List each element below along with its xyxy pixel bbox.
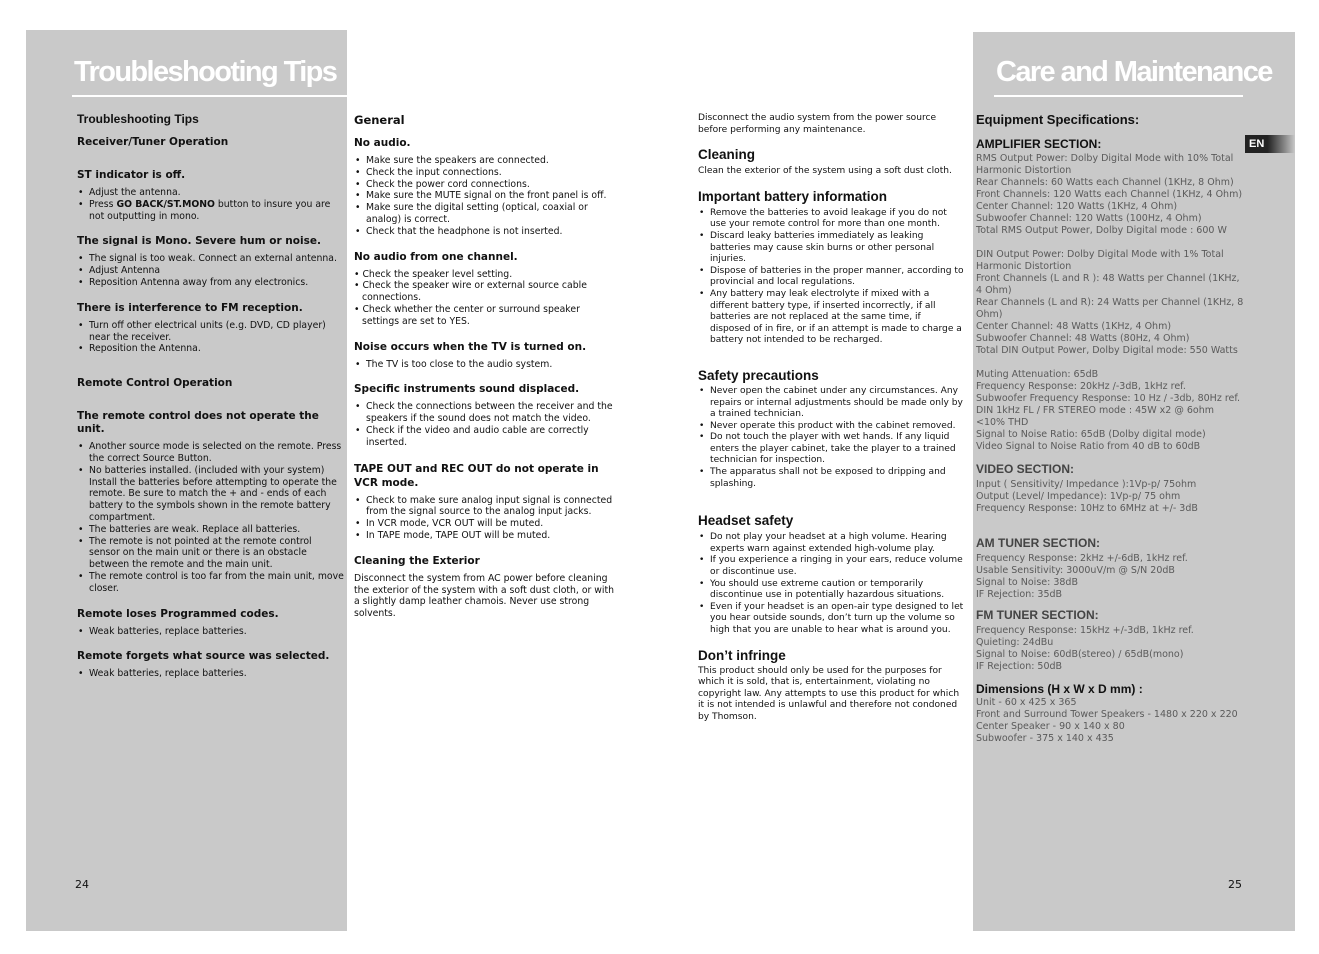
- list-item: • Make sure the speakers are connected.: [354, 155, 616, 167]
- problem-heading: Remote loses Programmed codes.: [77, 607, 279, 620]
- intro-paragraph: Disconnect the audio system from the power source before performing any maintenance.: [698, 113, 937, 135]
- spec-line: IF Rejection: 50dB: [976, 661, 1063, 672]
- spec-line: Muting Attenuation: 65dB: [976, 369, 1099, 380]
- spec-lines: [976, 553, 1244, 601]
- spec-line: Frequency Response: 2kHz +/-6dB, 1kHz ref.: [976, 553, 1188, 564]
- problem-heading: Specific instruments sound displaced.: [354, 383, 580, 396]
- list-item: • Turn off other electrical units (e.g. DVD, CD player) near the receiver.: [77, 320, 344, 344]
- page-title-troubleshooting: Troubleshooting Tips: [74, 56, 337, 88]
- subsection-heading: Remote Control Operation: [77, 377, 233, 390]
- solution-list: [77, 253, 344, 288]
- spec-line: Signal to Noise: 60dB(stereo) / 65dB(mono): [976, 649, 1184, 660]
- list-item: • Never operate this product with the cabinet removed.: [698, 421, 964, 433]
- solution-list: [77, 668, 344, 680]
- spec-line: DIN Output Power: Dolby Digital Mode with 1% Total Harmonic Distortion: [976, 249, 1224, 272]
- spec-line: IF Rejection: 35dB: [976, 589, 1063, 600]
- section-heading: Safety precautions: [698, 367, 819, 383]
- list-item: • Weak batteries, replace batteries.: [77, 626, 344, 638]
- list-item: • Even if your headset is an open-air type designed to let you hear outside sounds, don’t turn up the volume so high that you are unable to hear what is around you.: [698, 602, 964, 637]
- list-item: • Check the power cord connections.: [354, 179, 616, 191]
- spec-line: Subwoofer - 375 x 140 x 435: [976, 733, 1114, 744]
- list-item: • The TV is too close to the audio system.: [354, 359, 616, 371]
- list-item: • Check if the video and audio cable are correctly inserted.: [354, 425, 616, 449]
- list-item: • Another source mode is selected on the remote. Press the correct Source Button.: [77, 441, 344, 465]
- list-item: • Dispose of batteries in the proper manner, according to provincial and local regulations.: [698, 266, 964, 289]
- list-item: • No batteries installed. (included with your system) Install the batteries before attempting to operate the remote. Be sure to match the + and - ends of each battery to the symbols shown in the remote battery compartment.: [77, 465, 344, 524]
- list-item: • The batteries are weak. Replace all batteries.: [77, 524, 344, 536]
- specifications-column: [976, 112, 1244, 745]
- problem-heading: TAPE OUT and REC OUT do not operate in VCR mode.: [354, 462, 599, 489]
- problem-heading: There is interference to FM reception.: [77, 301, 303, 314]
- spec-line: Front Channels (L and R ): 48 Watts per Channel (1KHz, 4 Ohm): [976, 273, 1240, 296]
- page-title-care: Care and Maintenance: [996, 56, 1272, 88]
- list-item: • Press GO BACK/ST.MONO button to insure you are not outputting in mono.: [77, 199, 344, 223]
- spec-line: Frequency Response: 10Hz to 6MHz at +/- 3dB: [976, 503, 1198, 514]
- spec-line: Quieting: 24dBu: [976, 637, 1054, 648]
- title-underline-right: [994, 95, 1243, 97]
- spec-lines: [976, 153, 1244, 453]
- problem-heading: The remote control does not operate the unit.: [77, 410, 319, 436]
- problem-heading: Cleaning the Exterior: [354, 554, 480, 567]
- list-item: • Check the speaker level setting.: [354, 268, 513, 280]
- list-item: • In VCR mode, VCR OUT will be muted.: [354, 518, 616, 530]
- list-item: • Any battery may leak electrolyte if mixed with a different battery type, if inserted incorrectly, if all batteries are not replaced at the same time, if disposed of in fire, or if an attempt is made to charge a battery not intended to be recharged.: [698, 289, 964, 347]
- spec-line: Center Channel: 120 Watts (1KHz, 4 Ohm): [976, 201, 1178, 212]
- list-item: • If you experience a ringing in your ears, reduce volume or discontinue use.: [698, 555, 964, 578]
- spec-section-heading: AM TUNER SECTION:: [976, 536, 1100, 550]
- title-underline-left: [72, 95, 347, 97]
- list-item: • The signal is too weak. Connect an external antenna.: [77, 253, 344, 265]
- spec-line: Subwoofer Channel: 48 Watts (80Hz, 4 Ohm): [976, 333, 1190, 344]
- bullet-list: [698, 208, 964, 347]
- spec-line: Frequency Response: 20kHz /-3dB, 1kHz ref.: [976, 381, 1186, 392]
- list-item: • In TAPE mode, TAPE OUT will be muted.: [354, 530, 616, 542]
- section-heading: Important battery information: [698, 188, 888, 204]
- solution-list: [354, 155, 616, 238]
- list-item: • Check the speaker wire or external source cable connections.: [354, 280, 587, 304]
- subsection-heading: Receiver/Tuner Operation: [77, 136, 229, 148]
- list-item: • You should use extreme caution or temporarily discontinue use in potentially hazardous situations.: [698, 579, 964, 602]
- spec-line: Signal to Noise: 38dB: [976, 577, 1078, 588]
- spec-lines: [976, 479, 1244, 515]
- list-item: • Adjust Antenna: [77, 265, 344, 277]
- spec-line: Center Channel: 48 Watts (1KHz, 4 Ohm): [976, 321, 1172, 332]
- list-item: • Check whether the center or surround speaker settings are set to YES.: [354, 303, 580, 327]
- list-item: • Adjust the antenna.: [77, 187, 344, 199]
- list-item: • Reposition the Antenna.: [77, 343, 344, 355]
- list-item: • Remove the batteries to avoid leakage if you do not use your remote control for more than one month.: [698, 208, 964, 231]
- spec-line: Subwoofer Channel: 120 Watts (100Hz, 4 Ohm): [976, 213, 1202, 224]
- section-heading: Don’t infringe: [698, 647, 786, 663]
- list-item: • The remote is not pointed at the remote control sensor on the main unit or there is an obstacle between the remote and the main unit.: [77, 536, 344, 571]
- spec-line: Rear Channels (L and R): 24 Watts per Channel (1KHz, 8 Ohm): [976, 297, 1244, 320]
- specifications-heading: Equipment Specifications:: [976, 112, 1140, 127]
- problem-heading: ST indicator is off.: [77, 169, 186, 181]
- list-item: • The apparatus shall not be exposed to dripping and splashing.: [698, 467, 964, 490]
- list-item: • Check the connections between the receiver and the speakers if the sound does not match the video.: [354, 401, 616, 425]
- bullet-list: [698, 532, 964, 636]
- problem-heading: Remote forgets what source was selected.: [77, 650, 330, 663]
- spec-line: Input ( Sensitivity/ Impedance ):1Vp-p/ 75ohm: [976, 479, 1197, 490]
- spec-section-heading: FM TUNER SECTION:: [976, 608, 1099, 622]
- spec-line: DIN 1kHz FL / FR STEREO mode : 45W x2 @ 6ohm <10% THD: [976, 405, 1214, 428]
- spec-line: Center Speaker - 90 x 140 x 80: [976, 721, 1125, 732]
- list-item: • Check the input connections.: [354, 167, 616, 179]
- solution-list: [77, 187, 344, 222]
- list-item: • Never open the cabinet under any circumstances. Any repairs or internal adjustments should be made only by a trained technician.: [698, 386, 964, 421]
- spec-line: Front Channels: 120 Watts each Channel (1KHz, 4 Ohm): [976, 189, 1243, 200]
- care-column-1: [698, 113, 964, 724]
- solution-list: [354, 401, 616, 448]
- section-heading: Headset safety: [698, 513, 794, 529]
- solution-list: [354, 269, 616, 328]
- solution-list: [354, 359, 616, 371]
- troubleshooting-column-2: [354, 113, 616, 620]
- bullet-list: [698, 386, 964, 490]
- list-item: • Weak batteries, replace batteries.: [77, 668, 344, 680]
- spec-lines: [976, 697, 1244, 745]
- spec-line: RMS Output Power: Dolby Digital Mode with 10% Total Harmonic Distortion: [976, 153, 1234, 176]
- list-item: • Make sure the MUTE signal on the front panel is off.: [354, 190, 616, 202]
- paragraph: Clean the exterior of the system using a soft dust cloth.: [698, 166, 952, 177]
- list-item: • Do not touch the player with wet hands. If any liquid enters the player cabinet, take the player to a trained technician for inspection.: [698, 432, 964, 467]
- problem-heading: No audio from one channel.: [354, 250, 518, 263]
- problem-heading: No audio.: [354, 137, 411, 149]
- spec-line: Usable Sensitivity: 3000uV/m @ S/N 20dB: [976, 565, 1175, 576]
- section-heading: General: [354, 113, 405, 127]
- list-item: • The remote control is too far from the main unit, move closer.: [77, 571, 344, 595]
- list-item: • Make sure the digital setting (optical, coaxial or analog) is correct.: [354, 202, 616, 226]
- solution-list: [77, 441, 344, 594]
- solution-list: [77, 626, 344, 638]
- list-item: • Check to make sure analog input signal is connected from the signal source to the analog input jacks.: [354, 495, 616, 519]
- spec-line: Total RMS Output Power, Dolby Digital mode : 600 W: [976, 225, 1227, 236]
- spec-section-heading: Dimensions (H x W x D mm) :: [976, 682, 1143, 696]
- list-item: • Reposition Antenna away from any electronics.: [77, 277, 344, 289]
- spec-section-heading: VIDEO SECTION:: [976, 462, 1075, 476]
- spec-line: Front and Surround Tower Speakers - 1480 x 220 x 220: [976, 709, 1238, 720]
- section-heading: Cleaning: [698, 147, 756, 163]
- troubleshooting-column-1: [77, 112, 344, 680]
- spec-line: Rear Channels: 60 Watts each Channel (1KHz, 8 Ohm): [976, 177, 1234, 188]
- spec-lines: [976, 625, 1244, 673]
- spec-line: Video Signal to Noise Ratio from 40 dB to 60dB: [976, 441, 1201, 452]
- page-number-right: 25: [1228, 878, 1242, 891]
- spec-section-heading: AMPLIFIER SECTION:: [976, 137, 1102, 151]
- problem-heading: Noise occurs when the TV is turned on.: [354, 340, 587, 353]
- language-badge: EN: [1245, 135, 1295, 153]
- list-item: • Check that the headphone is not inserted.: [354, 226, 616, 238]
- spec-line: Output (Level/ Impedance): 1Vp-p/ 75 ohm: [976, 491, 1181, 502]
- paragraph: Disconnect the system from AC power before cleaning the exterior of the system with a soft dust cloth, or with a slightly damp leather chamois. Never use strong solvents.: [354, 572, 615, 620]
- spec-line: Total DIN Output Power, Dolby Digital mode: 550 Watts: [976, 345, 1238, 356]
- spec-line: Signal to Noise Ratio: 65dB (Dolby digital mode): [976, 429, 1206, 440]
- solution-list: [77, 320, 344, 355]
- problem-heading: The signal is Mono. Severe hum or noise.: [77, 235, 321, 248]
- list-item: • Discard leaky batteries immediately as leaking batteries may cause skin burns or other personal injuries.: [698, 231, 964, 266]
- page-number-left: 24: [75, 878, 89, 891]
- list-item: • Do not play your headset at a high volume. Hearing experts warn against extended high-volume play.: [698, 532, 964, 555]
- spec-line: Unit - 60 x 425 x 365: [976, 697, 1077, 708]
- button-name: GO BACK/ST.MONO: [116, 198, 215, 210]
- spec-line: Frequency Response: 15kHz +/-3dB, 1kHz ref.: [976, 625, 1194, 636]
- spec-line: Subwoofer Frequency Response: 10 Hz / -3db, 80Hz ref.: [976, 393, 1241, 404]
- solution-list: [354, 495, 616, 542]
- section-heading: Troubleshooting Tips: [77, 112, 199, 126]
- paragraph: This product should only be used for the purposes for which it is sold, that is, entertainment, violating no copyright law. Any attempts to use this product for which it is not intended is unlawful and therefore not condoned by Thomson.: [698, 665, 960, 722]
